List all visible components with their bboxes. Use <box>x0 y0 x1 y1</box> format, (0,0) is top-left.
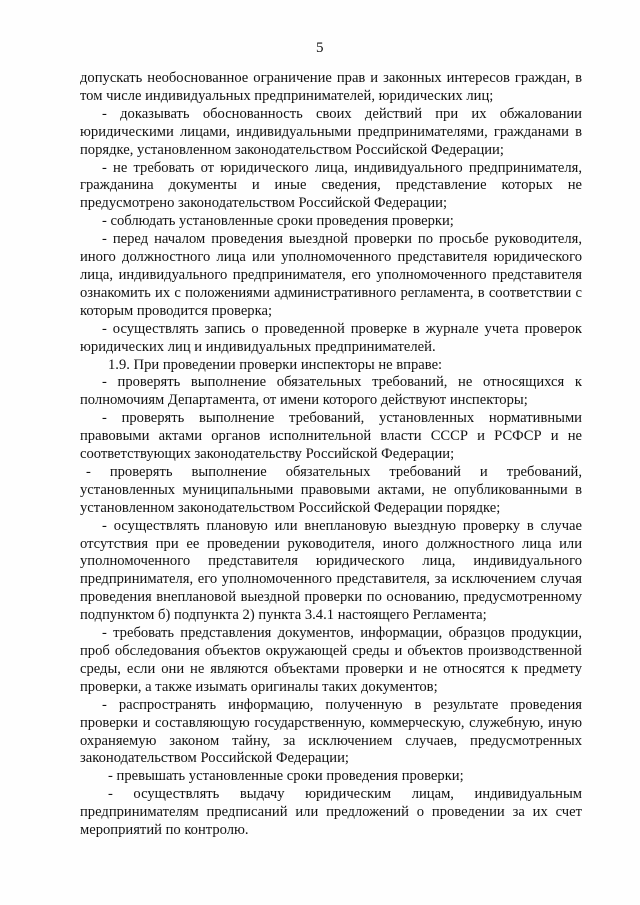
document-body <box>80 70 582 840</box>
paragraph: - превышать установленные сроки проведения проверки; <box>108 768 464 785</box>
paragraph: - требовать представления документов, информации, образцов продукции, проб обследования объектов окружающей среды и объектов производственной среды, если они не являются объектами проверки и не относятся к предмету проверки, а также изымать оригиналы таких документов; <box>80 625 582 695</box>
paragraph: - осуществлять выдачу юридическим лицам, индивидуальным предпринимателям предписаний или предложений о проведении за их счет мероприятий по контролю. <box>80 786 582 839</box>
paragraph: - проверять выполнение обязательных требований и требований, установленных муниципальными правовыми актами, не опубликованными в установленном законодательством Российской Федерации порядке; <box>80 463 582 516</box>
paragraph: - осуществлять запись о проведенной проверке в журнале учета проверок юридических лиц и индивидуальных предпринимателей. <box>80 320 582 355</box>
paragraph: - соблюдать установленные сроки проведения проверки; <box>102 213 454 230</box>
paragraph: - осуществлять плановую или внеплановую выездную проверку в случае отсутствия при ее проведении руководителя, иного должностного лица или уполномоченного представителя юридического лица, индивидуального предпринимателя, его уполномоченного представителя, за исключением случая проведения внеплановой выездной проверки по основанию, предусмотренному подпунктом б) подпункта 2) пункта 3.4.1 настоящего Регламента; <box>80 517 582 624</box>
paragraph: - не требовать от юридического лица, индивидуального предпринимателя, гражданина документы и иные сведения, представление которых не предусмотрено законодательством Российской Федерации; <box>80 159 582 212</box>
section-heading: 1.9. При проведении проверки инспекторы не вправе: <box>108 356 443 373</box>
paragraph: - проверять выполнение требований, установленных нормативными правовыми актами органов исполнительной власти СССР и РСФСР и не соответствующих законодательству Российской Федерации; <box>80 410 582 463</box>
paragraph: - доказывать обоснованность своих действий при их обжаловании юридическими лицами, индивидуальными предпринимателями, гражданами в порядке, установленном законодательством Российской Федерации; <box>80 105 582 158</box>
paragraph: - перед началом проведения выездной проверки по просьбе руководителя, иного должностного лица или уполномоченного представителя юридического лица, индивидуального предпринимателя, его уполномоченного представителя ознакомить их с положениями административного регламента, в соответствии с которым проводится проверка; <box>80 231 582 319</box>
paragraph: - распространять информацию, полученную в результате проведения проверки и составляющую государственную, коммерческую, служебную, иную охраняемую законом тайну, за исключением случаев, предусмотренных законодательством Российской Федерации; <box>80 696 582 767</box>
paragraph: допускать необоснованное ограничение прав и законных интересов граждан, в том числе индивидуальных предпринимателей, юридических лиц; <box>80 70 582 104</box>
page-number: 5 <box>316 40 324 56</box>
paragraph: - проверять выполнение обязательных требований, не относящихся к полномочиям Департамента, от имени которого действуют инспекторы; <box>80 374 582 409</box>
